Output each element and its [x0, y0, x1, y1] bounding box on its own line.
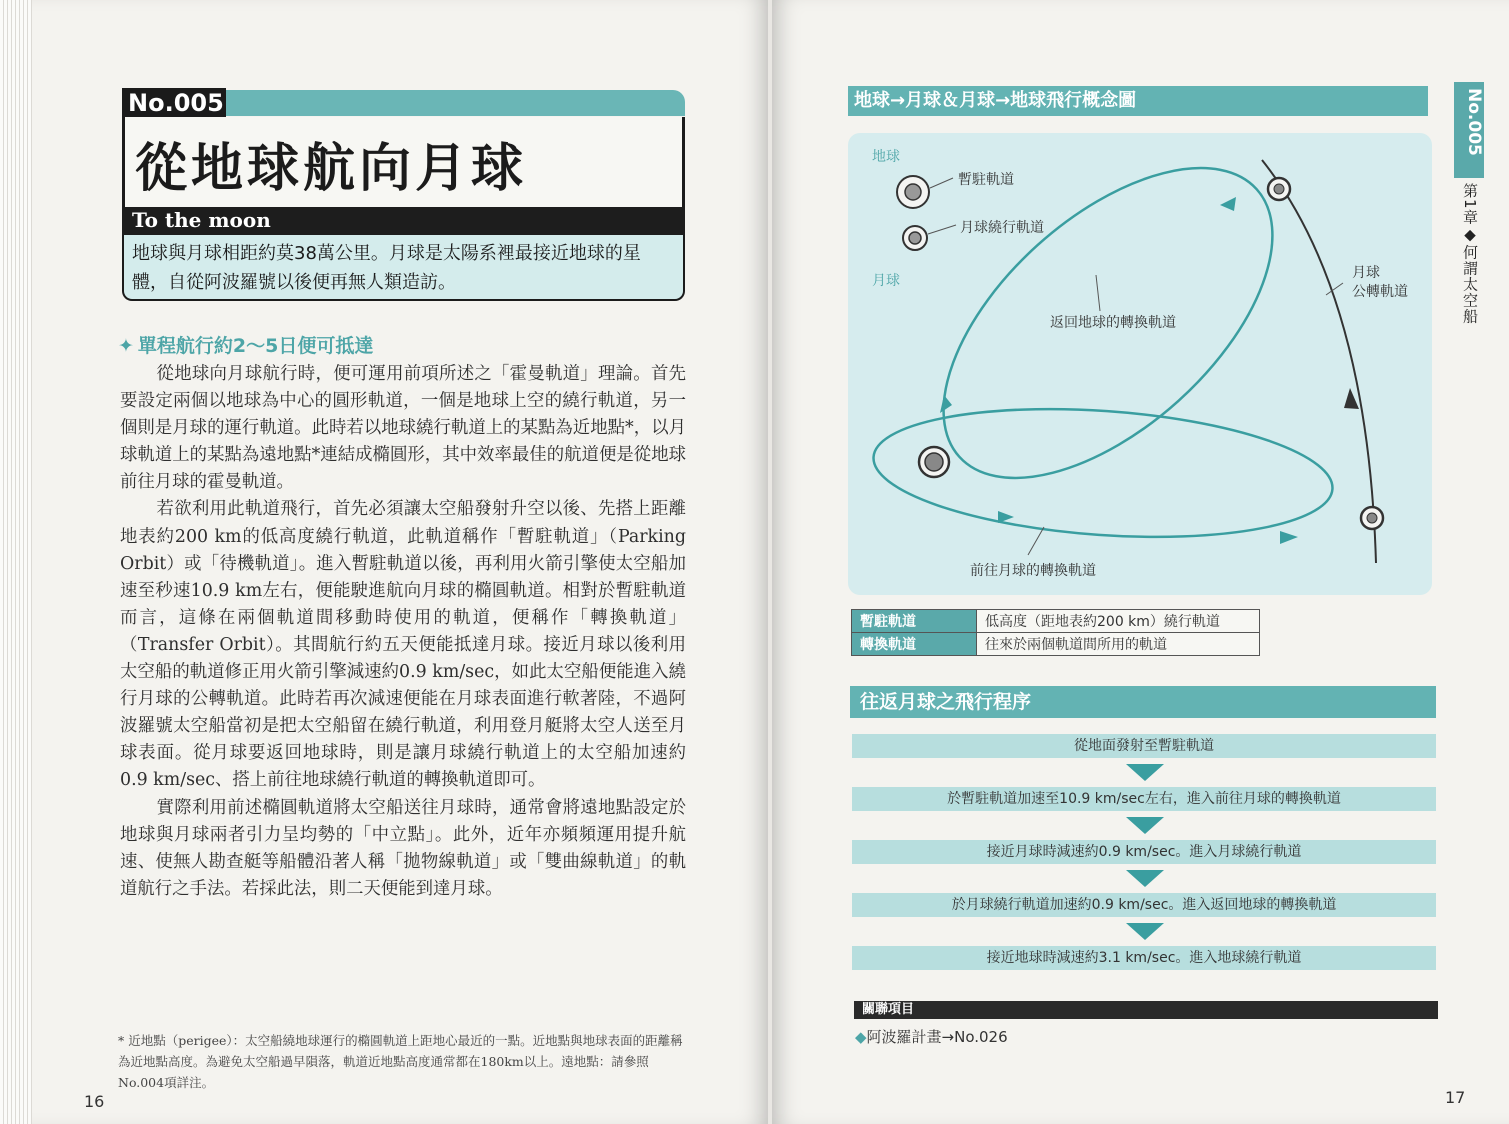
label-return-transfer: 返回地球的轉換軌道: [1050, 315, 1176, 331]
orbit-arrow-icon: [940, 395, 952, 413]
transfer-orbit-to-earth: [889, 133, 1327, 535]
leader-line: [1326, 283, 1343, 295]
earth-core-icon: [925, 453, 943, 471]
orbit-arrow-icon: [998, 511, 1014, 523]
moon-core-icon: [909, 232, 921, 244]
related-heading-bar: [854, 1001, 1438, 1019]
legend-desc: 低高度（距地表約200 km）繞行軌道: [977, 610, 1260, 633]
legend-term: 暫駐軌道: [852, 610, 977, 633]
down-arrow-icon: [1126, 817, 1164, 834]
label-earth: 地球: [872, 149, 900, 165]
label-to-moon-transfer: 前往月球的轉換軌道: [970, 563, 1096, 579]
moon-core-icon: [1367, 513, 1377, 523]
summary-box: 地球與月球相距約莫38萬公里。月球是太陽系裡最接近地球的星體，自從阿波羅號以後便再無人類造訪。: [122, 235, 685, 301]
related-item-text: 阿波羅計畫→No.026: [866, 1028, 1008, 1046]
orbit-arrow-icon: [1220, 197, 1236, 211]
down-arrow-icon: [1126, 923, 1164, 940]
leader-line: [930, 178, 953, 188]
number-tag: No.005: [122, 88, 226, 118]
legend-table: [851, 609, 1260, 656]
label-lunar-orbit: 月球繞行軌道: [960, 220, 1044, 236]
procedure-step: 接近月球時減速約0.9 km/sec。進入月球繞行軌道: [852, 840, 1436, 864]
paragraph: 若欲利用此軌道飛行，首先必須讓太空船發射升空以後、先搭上距離地表約200 km的低高度繞行軌道，此軌道稱作「暫駐軌道」（Parking Orbit）或「待機軌道」。進入暫駐軌道以後，再利用火箭引擎使太空船加速至秒速10.9 km左右，便能駛進航向月球的橢圓軌道。相對於暫駐軌道而言，這條在兩個軌道間移動時使用的軌道，便稱作「轉換軌道」（Transfer Orbit）。其間航行約五天便能抵達月球。接近月球以後利用太空船的軌道修正用火箭引擎減速約0.9 km/sec，如此太空船便能進入繞行月球的公轉軌道。此時若再次減速便能在月球表面進行軟著陸，不過阿波羅號太空船當初是把太空船留在繞行軌道，利用登月艇將太空人送至月球表面。從月球要返回地球時，則是讓月球繞行軌道上的太空船加速約0.9 km/sec、搭上前往地球繞行軌道的轉換軌道即可。: [120, 499, 686, 791]
section-heading: [118, 331, 373, 358]
leader-line: [928, 225, 956, 234]
procedure-step: 於暫駐軌道加速至10.9 km/sec左右，進入前往月球的轉換軌道: [852, 787, 1436, 811]
orbit-arrow-icon: [1344, 388, 1359, 409]
procedure-step: 於月球繞行軌道加速約0.9 km/sec。進入返回地球的轉換軌道: [852, 893, 1436, 917]
page-subtitle: To the moon: [132, 208, 271, 232]
moon-revolution-orbit: [1262, 160, 1376, 563]
header-accent-bar: [226, 90, 685, 116]
diamond-icon: ✦: [118, 335, 134, 357]
down-arrow-icon: [1126, 764, 1164, 781]
side-tab-number: No.005: [1464, 88, 1484, 156]
orbit-arrow-icon: [1280, 531, 1298, 544]
paragraph: 從地球向月球航行時，便可運用前項所述之「霍曼軌道」理論。首先要設定兩個以地球為中心的圓形軌道，一個是地球上空的繞行軌道，另一個則是月球的運行軌道。此時若以地球繞行軌道上的某點為近地點*，以月球軌道上的某點為遠地點*連結成橢圓形，其中效率最佳的航道便是從地球前往月球的霍曼軌道。: [120, 364, 686, 493]
diamond-icon: ◆: [855, 1028, 867, 1046]
section-heading-text: 單程航行約2～5日便可抵達: [137, 335, 374, 357]
leader-line: [1096, 275, 1100, 311]
page-title: 從地球航向月球: [135, 139, 528, 199]
page-edges: [0, 0, 32, 1124]
side-chapter-label: 第1章◆何謂太空船: [1461, 183, 1479, 325]
down-arrow-icon: [1126, 870, 1164, 887]
legend-desc: 往來於兩個軌道間所用的軌道: [977, 633, 1260, 656]
page-number-right: 17: [1445, 1088, 1466, 1107]
label-moon-revolution-1: 月球: [1352, 265, 1380, 281]
page-number-left: 16: [84, 1092, 105, 1111]
footnote: * 近地點（perigee）：太空船繞地球運行的橢圓軌道上距地心最近的一點。近地點與地球表面的距離稱為近地點高度。為避免太空船過早隕落，軌道近地點高度通常都在180km以上。遠地點：請參照No.004項詳注。: [118, 1033, 683, 1090]
related-heading: 關聯項目: [862, 1002, 915, 1017]
moon-core-icon: [1274, 184, 1284, 194]
related-item: [855, 1026, 1008, 1047]
label-moon: 月球: [872, 273, 900, 289]
paragraph: 實際利用前述橢圓軌道將太空船送往月球時，通常會將遠地點設定於地球與月球兩者引力呈均勢的「中立點」。此外，近年亦頻頻運用提升航速、使無人勘查艇等船體沿著人稱「拋物線軌道」或「雙曲線軌道」的軌道航行之手法。若採此法，則二天便能到達月球。: [120, 797, 686, 899]
procedure-heading: 往返月球之飛行程序: [850, 686, 1436, 718]
procedure-step: 從地面發射至暫駐軌道: [852, 734, 1436, 758]
legend-term: 轉換軌道: [852, 633, 977, 656]
legend-row: [852, 610, 1260, 633]
legend-row: [852, 633, 1260, 656]
orbit-diagram: [848, 133, 1432, 595]
label-moon-revolution-2: 公轉軌道: [1352, 284, 1408, 300]
diagram-heading: 地球→月球＆月球→地球飛行概念圖: [848, 86, 1428, 116]
body-text: [120, 361, 686, 903]
procedure-step: 接近地球時減速約3.1 km/sec。進入地球繞行軌道: [852, 946, 1436, 970]
leader-line: [1028, 527, 1044, 555]
earth-core-icon: [905, 184, 921, 200]
label-parking-orbit: 暫駐軌道: [958, 172, 1014, 188]
